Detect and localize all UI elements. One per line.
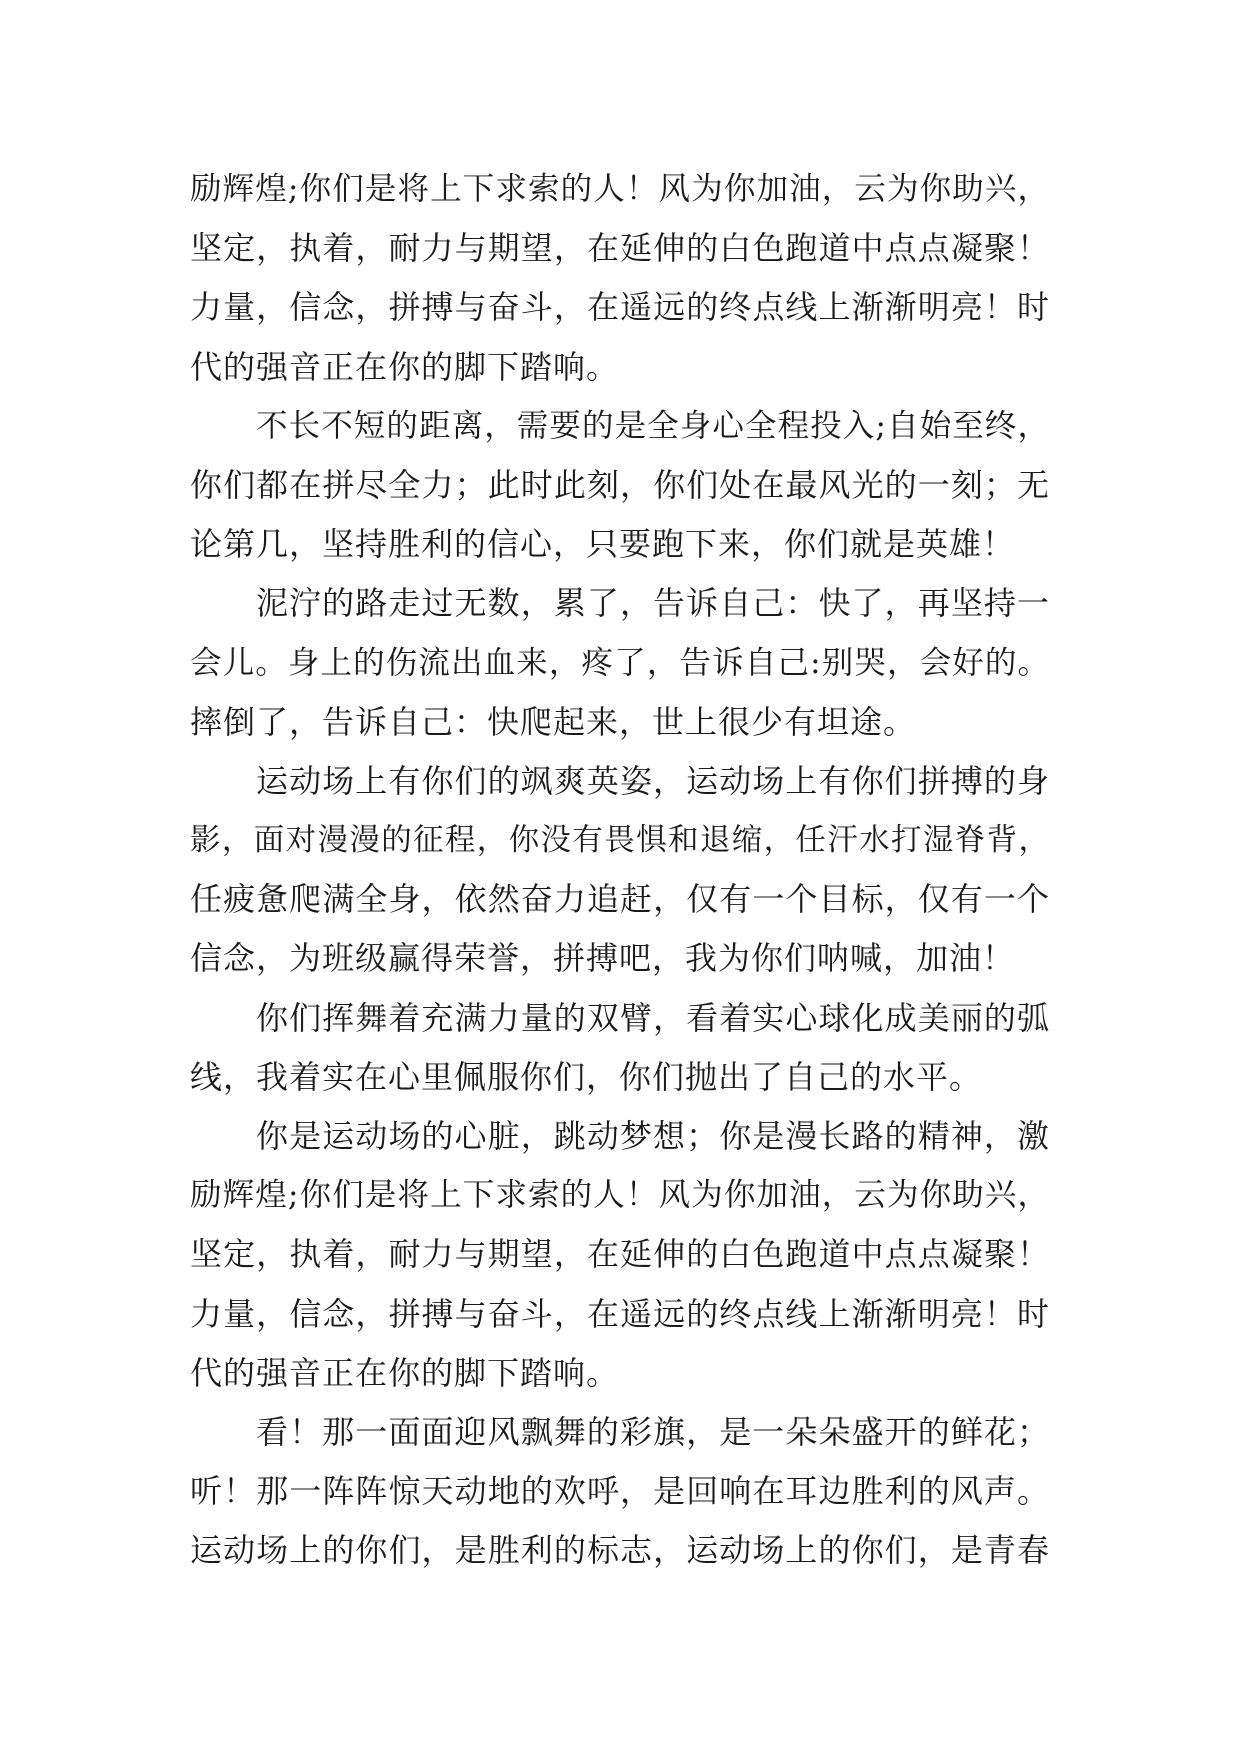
- text-line: 看！那一面面迎风飘舞的彩旗，是一朵朵盛开的鲜花；: [256, 1412, 1050, 1451]
- text-line: 坚定，执着，耐力与期望，在延伸的白色跑道中点点凝聚！: [190, 229, 1050, 268]
- text-line: 影，面对漫漫的征程，你没有畏惧和退缩，任汗水打湿脊背，: [190, 823, 1050, 859]
- text-line: 会儿。身上的伤流出血来，疼了，告诉自己:别哭，会好的。: [190, 644, 1050, 681]
- text-line: 坚定，执着，耐力与期望，在延伸的白色跑道中点点凝聚！: [190, 1235, 1050, 1274]
- text-line: 代的强音正在你的脚下踏响。: [190, 347, 620, 386]
- text-line: 代的强音正在你的脚下踏响。: [190, 1353, 620, 1392]
- text-line: 听！那一阵阵惊天动地的欢呼，是回响在耳边胜利的风声。: [190, 1472, 1050, 1511]
- text-line: 不长不短的距离，需要的是全身心全程投入;自始至终，: [256, 407, 1050, 444]
- text-line: 励辉煌;你们是将上下求索的人！风为你加油，云为你助兴，: [190, 1177, 1050, 1214]
- text-line: 你们挥舞着充满力量的双臂，看着实心球化成美丽的弧: [256, 998, 1050, 1037]
- document-body: [190, 160, 1050, 1581]
- text-line: 励辉煌;你们是将上下求索的人！风为你加油，云为你助兴，: [190, 171, 1050, 207]
- text-line: 论第几，坚持胜利的信心，只要跑下来，你们就是英雄！: [190, 525, 1016, 564]
- text-line: 你是运动场的心脏，跳动梦想；你是漫长路的精神，激: [256, 1117, 1050, 1155]
- text-line: 力量，信念，拼搏与奋斗，在遥远的终点线上渐渐明亮！时: [190, 1294, 1050, 1333]
- text-line: 信念，为班级赢得荣誉，拼搏吧，我为你们呐喊，加油！: [190, 939, 1016, 978]
- text-line: 泥泞的路走过无数，累了，告诉自己：快了，再坚持一: [256, 584, 1050, 623]
- text-line: 力量，信念，拼搏与奋斗，在遥远的终点线上渐渐明亮！时: [190, 288, 1050, 327]
- text-line: 运动场上的你们，是胜利的标志，运动场上的你们，是青春: [190, 1531, 1050, 1570]
- text-line: 运动场上有你们的飒爽英姿，运动场上有你们拼搏的身: [256, 761, 1050, 800]
- text-line: 线，我着实在心里佩服你们，你们抛出了自己的水平。: [190, 1057, 983, 1096]
- text-line: 你们都在拼尽全力；此时此刻，你们处在最风光的一刻；无: [190, 465, 1050, 504]
- text-line: 摔倒了，告诉自己：快爬起来，世上很少有坦途。: [190, 702, 917, 741]
- text-line: 任疲惫爬满全身，依然奋力追赶，仅有一个目标，仅有一个: [190, 880, 1050, 919]
